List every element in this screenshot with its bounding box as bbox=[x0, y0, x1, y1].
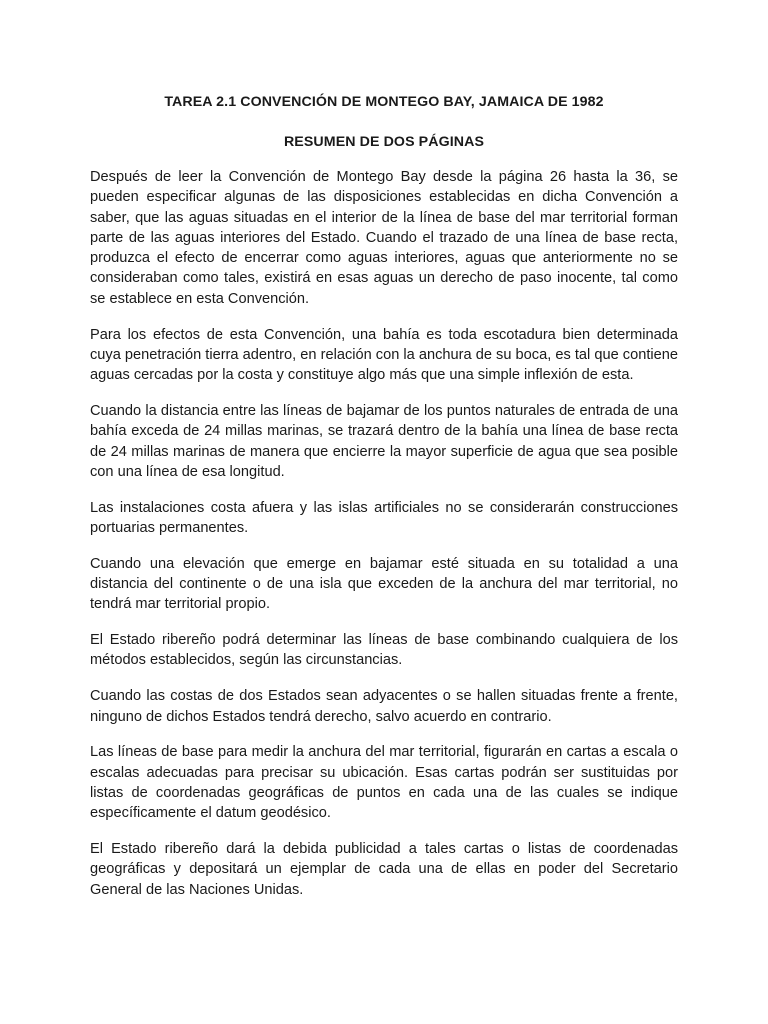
paragraph-1: Después de leer la Convención de Montego Bay desde la página 26 hasta la 36, se pueden especificar algunas de las disposiciones establecidas en dicha Convención a saber, que las aguas situadas en el interior de la línea de base del mar territorial forman parte de las aguas interiores del Estado. Cuando el trazado de una línea de base recta, produzca el efecto de encerrar como aguas interiores, aguas que anteriormente no se consideraban como tales, existirá en esas aguas un derecho de paso inocente, tal como se establece en esta Convención. bbox=[90, 169, 678, 307]
paragraph-8: Las líneas de base para medir la anchura del mar territorial, figurarán en cartas a escala o escalas adecuadas para precisar su ubicación. Esas cartas podrán ser sustituidas por listas de coordenadas geográficas de puntos en cada una de las cuales se indique específicamente el datum geodésico. bbox=[90, 744, 678, 822]
paragraph-9: El Estado ribereño dará la debida publicidad a tales cartas o listas de coordenadas geográficas y depositará un ejemplar de cada una de ellas en poder del Secretario General de las Naciones Unidas. bbox=[90, 841, 678, 898]
document-title: TAREA 2.1 CONVENCIÓN DE MONTEGO BAY, JAMAICA DE 1982 bbox=[164, 94, 604, 110]
paragraph-5: Cuando una elevación que emerge en bajamar esté situada en su totalidad a una distancia del continente o de una isla que exceden de la anchura del mar territorial, no tendrá mar territorial propio. bbox=[90, 555, 678, 613]
paragraph-2: Para los efectos de esta Convención, una bahía es toda escotadura bien determinada cuya penetración tierra adentro, en relación con la anchura de su boca, es tal que contiene aguas cercadas por la costa y constituye algo más que una simple inflexión de esta. bbox=[90, 326, 678, 384]
paragraph-7: Cuando las costas de dos Estados sean adyacentes o se hallen situadas frente a frente, ninguno de dichos Estados tendrá derecho, salvo acuerdo en contrario. bbox=[90, 688, 678, 725]
paragraph-6: El Estado ribereño podrá determinar las líneas de base combinando cualquiera de los métodos establecidos, según las circunstancias. bbox=[90, 632, 678, 669]
document-subtitle: RESUMEN DE DOS PÁGINAS bbox=[283, 134, 485, 150]
paragraph-3: Cuando la distancia entre las líneas de bajamar de los puntos naturales de entrada de una bahía exceda de 24 millas marinas, se trazará dentro de la bahía una línea de base recta de 24 millas marinas de manera que encierre la mayor superficie de agua que sea posible con una línea de esa longitud. bbox=[90, 402, 678, 480]
paragraph-4: Las instalaciones costa afuera y las islas artificiales no se considerarán construcciones portuarias permanentes. bbox=[90, 499, 678, 536]
